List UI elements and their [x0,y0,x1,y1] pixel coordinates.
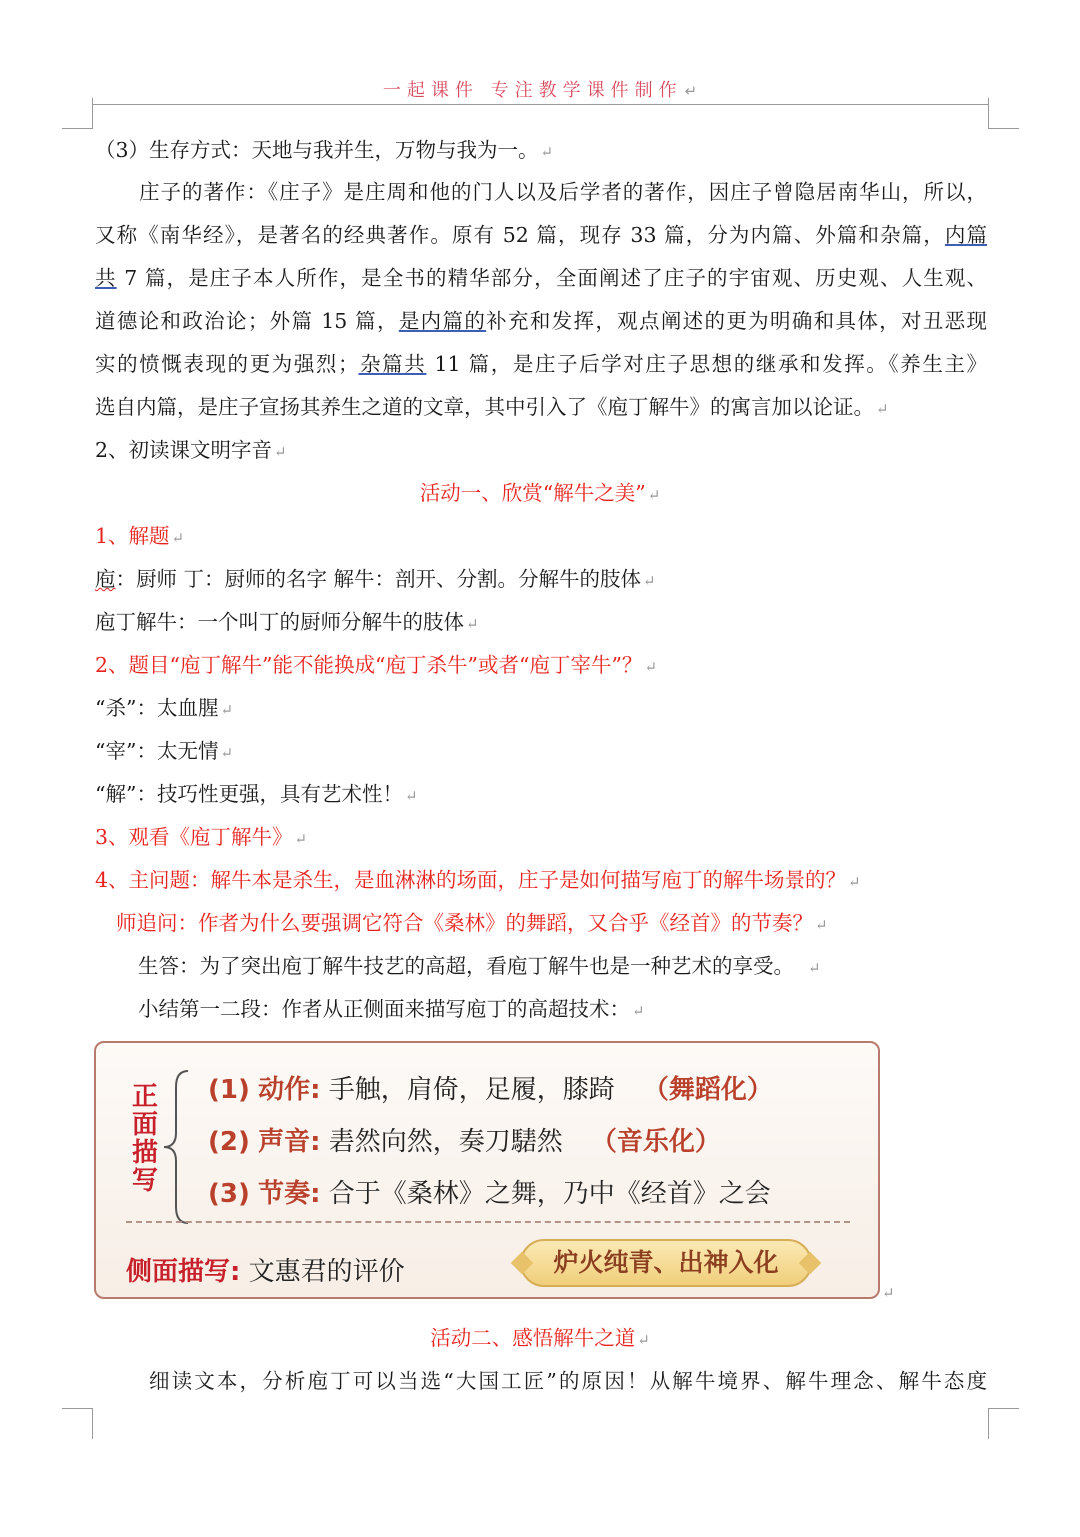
answer-line: “宰”：太无情 ↵ [95,739,234,763]
activity-title: 活动二、感悟解牛之道 ↵ [430,1326,650,1350]
summary-slide-image [94,1041,880,1299]
paragraph-line: 共 7 篇，是庄子本人所作，是全书的精华部分，全面阐述了庄子的宇宙观、历史观、人生观、 [95,266,987,290]
activity-title: 活动一、欣赏“解牛之美” ↵ [419,481,661,505]
header-text: 一起课件 专注教学课件制作 [382,80,683,101]
page-corner-bottom-left [62,1408,93,1439]
paragraph-mark: ↵ [808,959,821,977]
evaluation-badge: 炉火纯青、出神入化 [520,1239,812,1287]
page-corner-top-right [988,98,1019,129]
definition-line: 庖丁解牛：一个叫丁的厨师分解牛的肢体 ↵ [95,610,479,634]
paragraph-mark: ↵ [684,82,698,100]
paragraph-mark: ↵ [644,658,658,676]
subheading: 3、观看《庖丁解牛》 ↵ [95,825,308,849]
page-header [92,76,988,102]
paragraph-line: 道德论和政治论；外篇 15 篇，是内篇的补充和发挥，观点阐述的更为明确和具体，对丑恶现 [95,309,988,333]
paragraph-mark: ↵ [848,873,861,891]
header-rule [92,104,988,105]
definition-line: 庖：厨师 丁：厨师的名字 解牛：剖开、分割。分解牛的肢体 ↵ [95,567,656,591]
paragraph-mark: ↵ [632,1002,645,1020]
paragraph-line: 细读文本，分析庖丁可以当选“大国工匠”的原因！从解牛境界、解牛理念、解牛态度 [149,1369,987,1393]
paragraph-mark: ↵ [294,830,308,848]
paragraph-mark: ↵ [643,572,656,590]
answer-line: “解”：技巧性更强，具有艺术性！ ↵ [95,782,418,806]
side-description: 侧面描写: 文惠君的评价 [126,1257,405,1287]
vertical-label: 正面描写 [131,1082,158,1196]
paragraph-mark: ↵ [882,1284,895,1302]
paragraph-mark: ↵ [637,1331,650,1349]
follow-up-question: 师追问：作者为什么要强调它符合《桑林》的舞蹈，又合乎《经首》的节奏？ ↵ [116,911,828,935]
paragraph-mark: ↵ [404,787,418,805]
summary-line: 小结第一二段：作者从正侧面来描写庖丁的高超技术： ↵ [138,997,645,1021]
paragraph-mark: ↵ [171,529,185,547]
paragraph-line: 又称《南华经》，是著名的经典著作。原有 52 篇，现存 33 篇，分为内篇、外篇和杂篇，内篇 [95,223,988,247]
paragraph-mark: ↵ [274,443,287,461]
paragraph-mark: ↵ [647,486,661,504]
answer-line: “杀”：太血腥 ↵ [95,696,234,720]
subheading: 4、主问题：解牛本是杀生，是血淋淋的场面，庄子是如何描写庖丁的解牛场景的？ ↵ [95,868,861,892]
spellcheck-word: 庖 [95,567,116,591]
paragraph-line: 选自内篇，是庄子宣扬其养生之道的文章，其中引入了《庖丁解牛》的寓言加以论证。 ↵ [95,395,889,419]
paragraph-mark: ↵ [466,615,479,633]
page-corner-top-left [62,98,93,129]
paragraph-line: 实的愤慨表现的更为强烈；杂篇共 11 篇，是庄子后学对庄子思想的继承和发挥。《养生主》 [95,352,988,376]
page-corner-bottom-right [988,1408,1019,1439]
paragraph-mark: ↵ [815,916,828,934]
paragraph-mark: ↵ [540,143,554,161]
paragraph-mark: ↵ [220,744,234,762]
section-heading: 2、初读课文明字音 ↵ [95,438,287,462]
dashed-divider [126,1221,850,1223]
paragraph-mark: ↵ [220,701,234,719]
student-answer: 生答：为了突出庖丁解牛技艺的高超，看庖丁解牛也是一种艺术的享受。 ↵ [138,954,821,978]
subheading: 2、题目“庖丁解牛”能不能换成“庖丁杀牛”或者“庖丁宰牛”？ ↵ [95,653,658,677]
paragraph-line: （3）生存方式：天地与我并生，万物与我为一。 ↵ [95,138,554,162]
paragraph-line: 庄子的著作：《庄子》是庄周和他的门人以及后学者的著作，因庄子曾隐居南华山，所以， [139,180,987,204]
slide-row: (3) 节奏: 合于《桑林》之舞，乃中《经首》之会 [208,1179,771,1209]
slide-row: (1) 动作: 手触，肩倚，足履，膝踦 （舞蹈化） [208,1075,773,1105]
brace-icon [158,1067,198,1227]
subheading: 1、解题 ↵ [95,524,185,548]
paragraph-mark: ↵ [876,400,889,418]
slide-row: (2) 声音: 砉然向然，奏刀騞然 （音乐化） [208,1127,721,1157]
